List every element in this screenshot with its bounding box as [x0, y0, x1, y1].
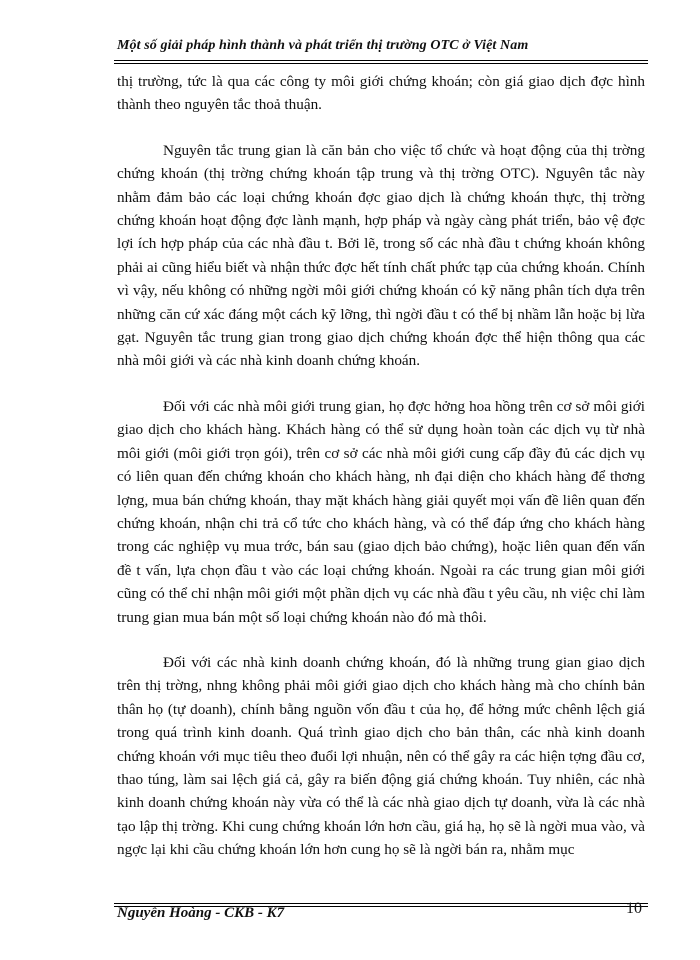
footer-rule-thin: [114, 903, 648, 904]
paragraph: Đối với các nhà môi giới trung gian, họ đợc hởng hoa hồng trên cơ sở môi giới giao dịch cho khách hàng. Khách hàng có thể sử dụng hoàn toàn các dịch vụ từ nhà môi giới (môi giới trọn gói), trên cơ sở các nhà môi giới cung cấp đầy đủ các dịch vụ có liên quan đến chứng khoán cho khách hàng, nh đại diện cho khách hàng để thơng lợng, mua bán chứng khoán, thay mặt khách hàng giải quyết mọi vấn đề liên quan đến chứng khoán, nhận chi trả cổ tức cho khách hàng, và có thể đáp ứng cho khách hàng trong các nghiệp vụ mua trớc, bán sau (giao dịch bảo chứng), hoặc liên quan đến vấn đề t vấn, lựa chọn đầu t vào các loại chứng khoán. Ngoài ra các trung gian môi giới cũng có thể chỉ nhận môi giới một phần dịch vụ các nhà đầu t yêu cầu, nh việc chỉ làm trung gian mua bán một số loại chứng khoán nào đó mà thôi.: [117, 397, 645, 626]
paragraph: Đối với các nhà kinh doanh chứng khoán, đó là những trung gian giao dịch trên thị trờng, nhng không phải môi giới giao dịch cho khách hàng mà cho chính bản thân họ (tự doanh), chính bằng nguồn vốn đầu t của họ, để hởng mức chênh lệch giá trong quá trình kinh doanh. Quá trình giao dịch cho bản thân, các nhà kinh doanh chứng khoán với mục tiêu theo đuổi lợi nhuận, nên có thể gây ra các hiện tợng đầu cơ, thao túng, làm sai lệch giá cả, gây ra biến động giá chứng khoán. Tuy nhiên, các nhà kinh doanh chứng khoán này vừa có thể là các nhà giao dịch tự doanh, vừa là các nhà tạo lập thị trờng. Khi cung chứng khoán lớn hơn cầu, giá hạ, họ sẽ là ngời mua vào, và ngợc lại khi cầu chứng khoán lớn hơn cung họ sẽ là ngời bán ra, nhằm mục: [117, 653, 645, 859]
header-rule: [114, 60, 648, 61]
page-header-title: Một số giải pháp hình thành và phát triển thị trường OTC ở Việt Nam: [117, 38, 529, 53]
paragraph: Nguyên tắc trung gian là căn bản cho việc tổ chức và hoạt động của thị trờng chứng khoán (thị trờng chứng khoán tập trung và thị trờng OTC). Nguyên tắc này nhằm đảm bảo các loại chứng khoán đợc giao dịch là chứng khoán thực, thị trờng chứng khoán hoạt động đợc lành mạnh, hợp pháp và ngày càng phát triển, bảo vệ đợc lợi ích hợp pháp của các nhà đầu t. Bởi lẽ, trong số các nhà đầu t chứng khoán không phải ai cũng hiểu biết và nhận thức đợc hết tính chất phức tạp của chứng khoán. Chính vì vậy, nếu không có những ngời môi giới chứng khoán có kỹ năng phân tích dựa trên những căn cứ xác đáng một cách kỹ lỡng, thì ngời đầu t có thể bị nhầm lẫn hoặc bị lừa gạt. Nguyên tắc trung gian trong giao dịch chứng khoán đợc thể hiện thông qua các nhà môi giới và các nhà kinh doanh chứng khoán.: [117, 141, 645, 370]
header-rule-thin: [114, 63, 648, 64]
document-body: [117, 70, 645, 884]
footer-author: Nguyễn Hoàng - CKB - K7: [117, 905, 285, 921]
page-number: 10: [626, 900, 642, 917]
paragraph-continuation: thị trường, tức là qua các công ty môi giới chứng khoán; còn giá giao dịch đợc hình thành theo nguyên tắc thoả thuận.: [117, 73, 645, 114]
